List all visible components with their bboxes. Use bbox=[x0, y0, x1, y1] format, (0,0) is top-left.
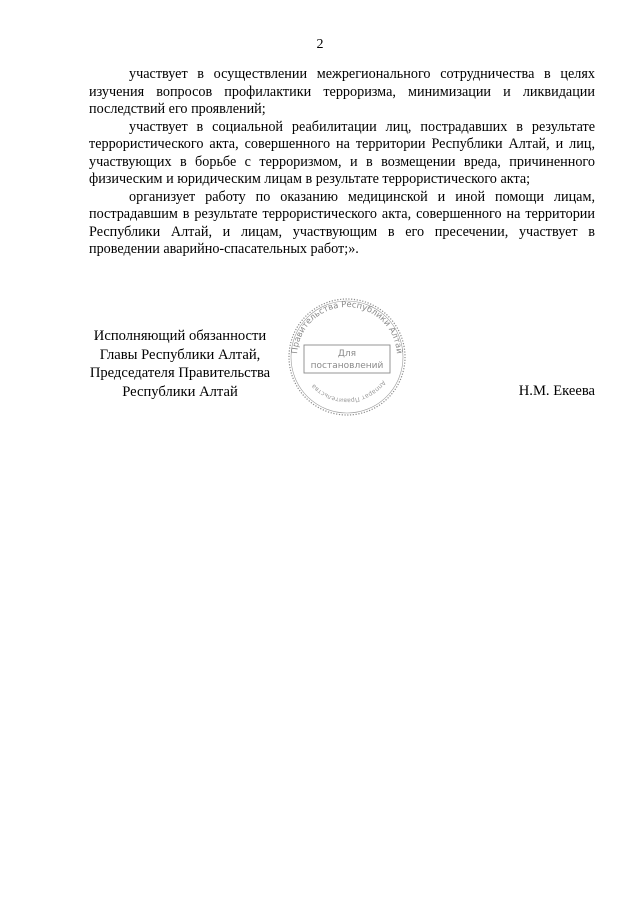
stamp-center-line-2: постановлений bbox=[310, 361, 384, 371]
stamp-outer-text-bottom: Аппарат Правительства bbox=[310, 379, 387, 404]
signatory-title-line: Главы Республики Алтай, bbox=[99, 346, 261, 363]
page-number: 2 bbox=[316, 37, 324, 52]
signatory-title-line: Республики Алтай bbox=[122, 383, 238, 400]
official-stamp bbox=[285, 295, 409, 419]
stamp-outer-text: Правительства Республики Алтай bbox=[289, 298, 405, 355]
paragraph: участвует в социальной реабилитации лиц, пострадавших в результате террористического акта, совершенного на территории Республики Алтай, и лиц, участвующих в борьбе с терроризмом, и в возмещении вреда, причиненного физическим и юридическим лицам в результате террористического акта; bbox=[89, 118, 595, 187]
body-text bbox=[89, 66, 595, 259]
signatory-title-line: Исполняющий обязанности bbox=[93, 328, 267, 344]
signatory-title-line: Председателя Правительства bbox=[89, 365, 271, 381]
paragraph: организует работу по оказанию медицинской и иной помощи лицам, пострадавшим в результате террористического акта, совершенного на территории Республики Алтай, и лицам, участвующим в его пресечении, участвует в проведении аварийно-спасательных работ;». bbox=[89, 188, 595, 257]
signatory-name: Н.М. Екеева bbox=[518, 383, 595, 399]
signatory-title bbox=[80, 327, 280, 401]
paragraph: участвует в осуществлении межрегионального сотрудничества в целях изучения вопросов профилактики терроризма, минимизации и ликвидации последствий его проявлений; bbox=[89, 66, 595, 117]
stamp-center-line-1: Для bbox=[337, 349, 357, 359]
